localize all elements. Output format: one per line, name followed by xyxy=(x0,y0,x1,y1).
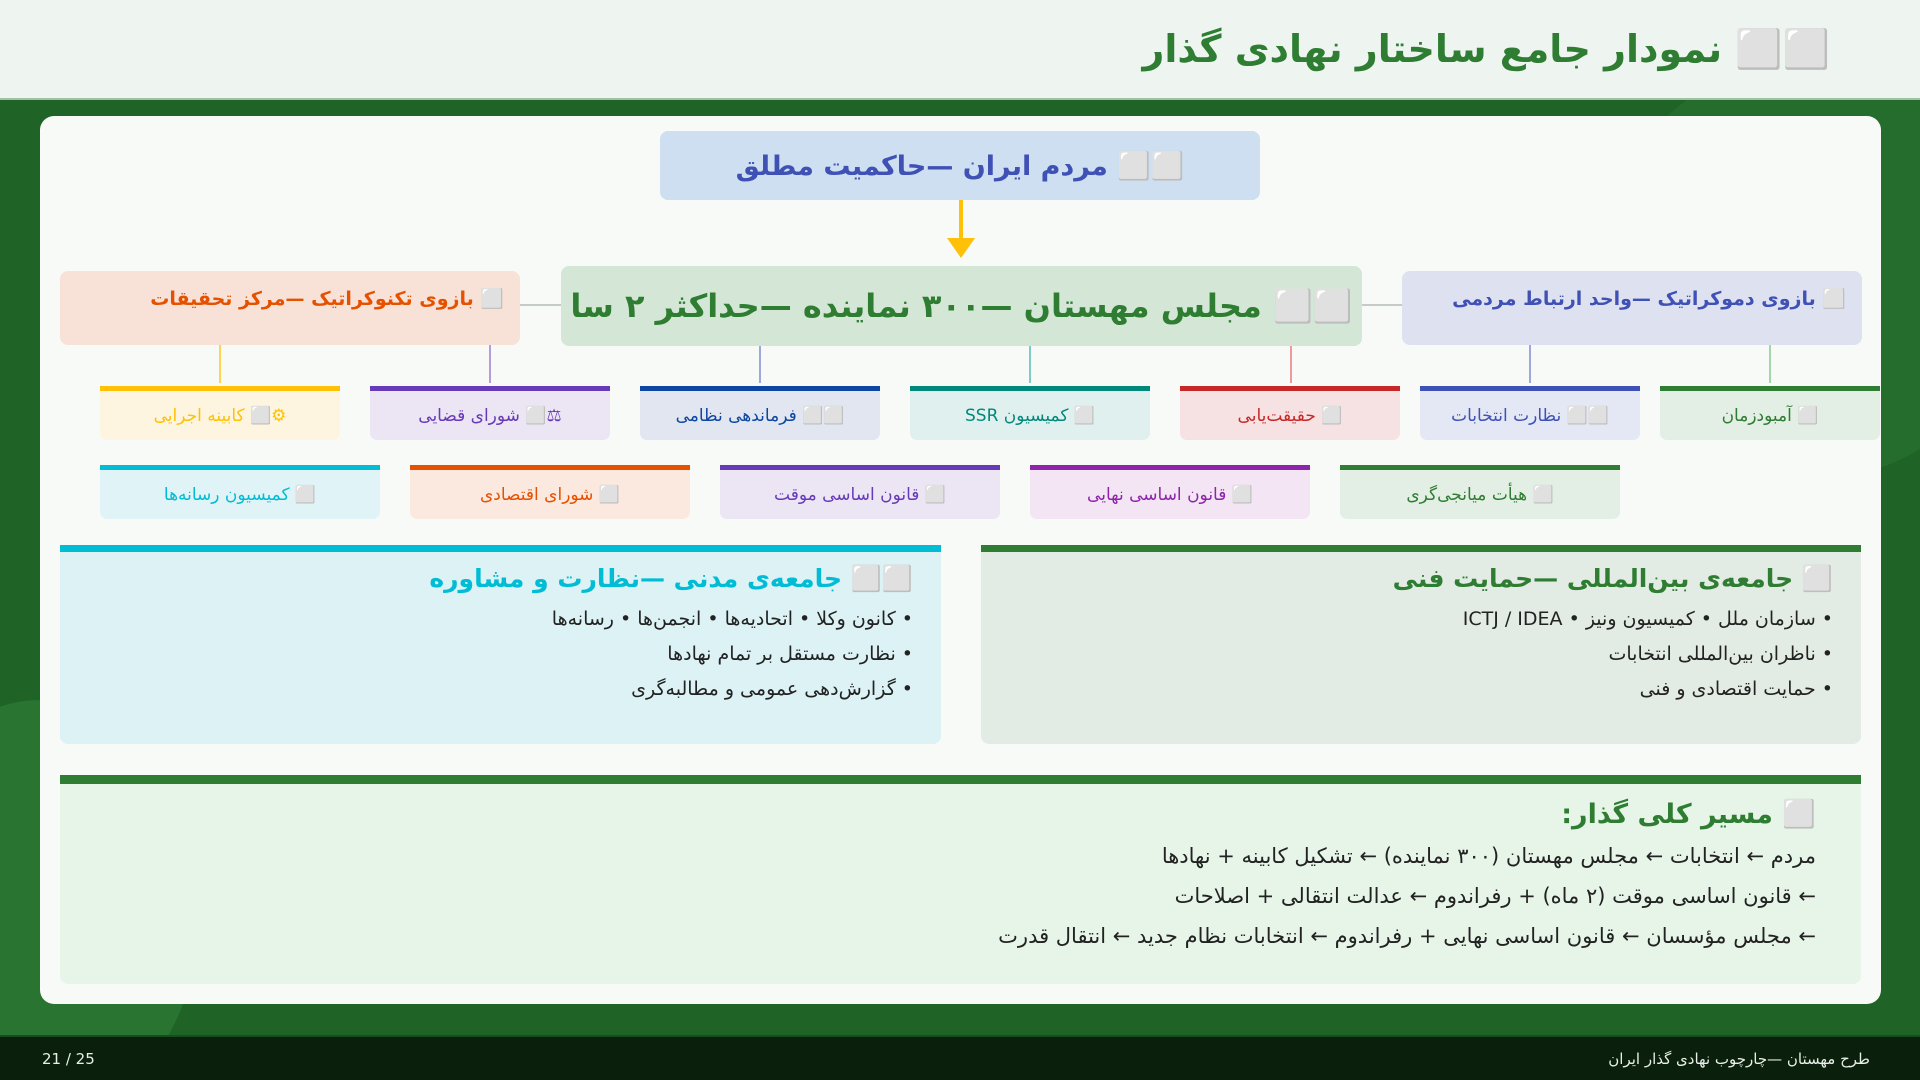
footer-title: طرح مهستان —چارچوب نهادی گذار ایران xyxy=(1608,1049,1870,1068)
connector-line xyxy=(489,345,491,383)
institution-mediation-board: ⬜ هیأت میانجی‌گری xyxy=(1340,465,1620,519)
institution-truth-finding: ⬜ حقیقت‌یابی xyxy=(1180,386,1400,440)
democratic-arm-box: ⬜ بازوی دموکراتیک —واحد ارتباط مردمی xyxy=(1402,271,1862,345)
institution-ssr-commission: ⬜ کمیسیون SSR xyxy=(910,386,1150,440)
institution-ombudsman: ⬜ آمبودزمان xyxy=(1660,386,1880,440)
bullet-list xyxy=(88,602,913,707)
institution-media-commission: ⬜ کمیسیون رسانه‌ها xyxy=(100,465,380,519)
sovereignty-box: ⬜⬜ مردم ایران —حاکمیت مطلق xyxy=(660,131,1260,200)
parliament-box: ⬜⬜ مجلس مهستان —۳۰۰ نماینده —حداکثر ۲ سا xyxy=(561,266,1362,346)
slide-title: ⬜⬜ نمودار جامع ساختار نهادی گذار xyxy=(1142,26,1830,71)
panel-title: ⬜⬜ جامعه‌ی مدنی —نظارت و مشاوره xyxy=(429,564,913,593)
list-item: • حمایت اقتصادی و فنی xyxy=(1009,672,1833,707)
connector-line xyxy=(1290,346,1292,383)
path-title: ⬜ مسیر کلی گذار: xyxy=(1561,799,1816,830)
institution-executive-cabinet: ⚙⬜ کابینه اجرایی xyxy=(100,386,340,440)
institution-election-oversight: ⬜⬜ نظارت انتخابات xyxy=(1420,386,1640,440)
civil-society-panel xyxy=(60,545,941,744)
connector-line xyxy=(1529,345,1531,383)
panel-title: ⬜ جامعه‌ی بین‌المللی —حمایت فنی xyxy=(1392,564,1833,593)
transition-path-panel xyxy=(60,775,1861,984)
bullet-list xyxy=(1009,602,1833,707)
down-arrow-icon xyxy=(959,200,963,240)
list-item: • سازمان ملل • کمیسیون ونیز • ICTJ / IDEA xyxy=(1009,602,1833,637)
slide-header xyxy=(0,0,1920,100)
diagram-card xyxy=(40,116,1881,1004)
path-step-line: مردم ← انتخابات ← مجلس مهستان (۳۰۰ نماینده) ← تشکیل کابینه + نهادها xyxy=(1161,844,1816,868)
list-item: • نظارت مستقل بر تمام نهادها xyxy=(88,637,913,672)
page-number: 21 / 25 xyxy=(42,1049,95,1068)
connector-line xyxy=(1362,304,1402,306)
path-step-line: ← مجلس مؤسسان ← قانون اساسی نهایی + رفراندوم ← انتخابات نظام جدید ← انتقال قدرت xyxy=(998,924,1816,948)
slide-footer xyxy=(0,1035,1920,1080)
path-step-line: ← قانون اساسی موقت (۲ ماه) + رفراندوم ← عدالت انتقالی + اصلاحات xyxy=(1174,884,1816,908)
connector-line xyxy=(1769,345,1771,383)
institution-interim-constitution: ⬜ قانون اساسی موقت xyxy=(720,465,1000,519)
down-arrow-head-icon xyxy=(947,238,975,258)
connector-line xyxy=(759,346,761,383)
connector-line xyxy=(520,304,561,306)
institution-final-constitution: ⬜ قانون اساسی نهایی xyxy=(1030,465,1310,519)
institution-judicial-council: ⚖⬜ شورای قضایی xyxy=(370,386,610,440)
international-community-panel xyxy=(981,545,1861,744)
institution-economic-council: ⬜ شورای اقتصادی xyxy=(410,465,690,519)
list-item: • ناظران بین‌المللی انتخابات xyxy=(1009,637,1833,672)
list-item: • کانون وکلا • اتحادیه‌ها • انجمن‌ها • رسانه‌ها xyxy=(88,602,913,637)
institution-military-command: ⬜⬜ فرماندهی نظامی xyxy=(640,386,880,440)
connector-line xyxy=(1029,346,1031,383)
list-item: • گزارش‌دهی عمومی و مطالبه‌گری xyxy=(88,672,913,707)
technocratic-arm-box: ⬜ بازوی تکنوکراتیک —مرکز تحقیقات xyxy=(60,271,520,345)
connector-line xyxy=(219,345,221,383)
